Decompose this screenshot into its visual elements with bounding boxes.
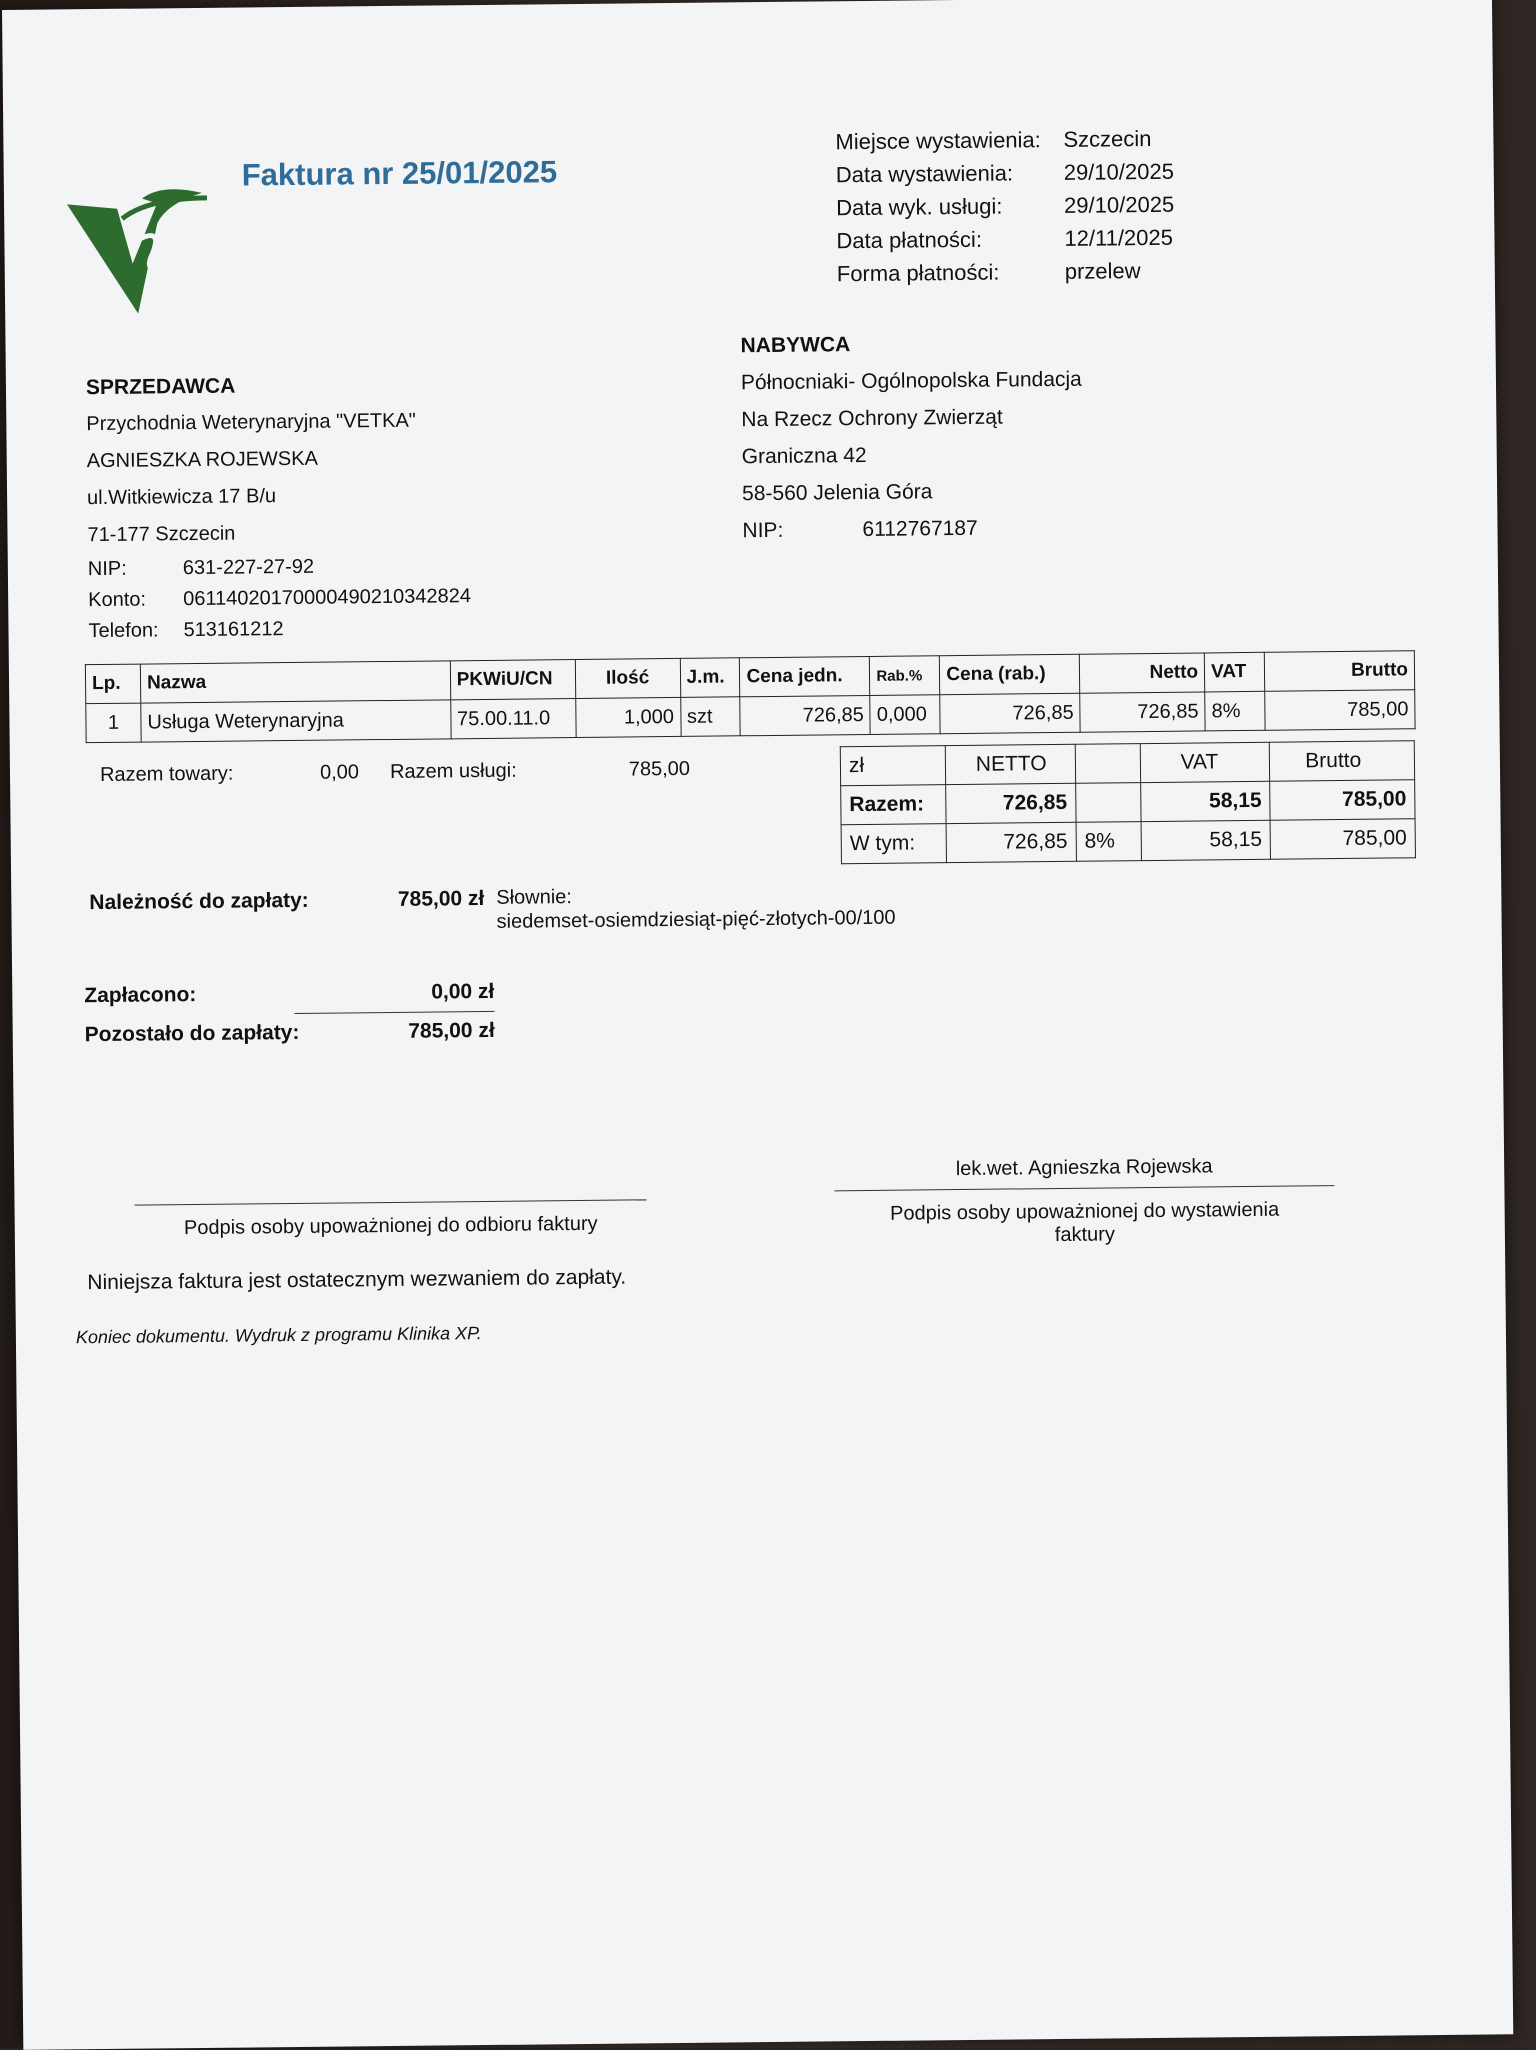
seller-line: ul.Witkiewicza 17 B/u [87,485,277,510]
meta-row-payment-date [836,221,1174,258]
amount-due-value: 785,00 zł [397,886,485,911]
veterinary-clinic-logo-icon [62,183,214,335]
cell-discount: 0,000 [870,695,940,735]
meta-label: Forma płatności: [836,259,1000,287]
cell-lp: 1 [86,703,141,743]
amount-due-label: Należność do zapłaty: [89,888,309,915]
totals-breakdown-rate: 8% [1076,822,1141,862]
col-header: Cena jedn. [740,656,870,696]
meta-label: Data płatności: [836,226,983,254]
col-header: Rab.% [870,656,940,696]
col-header: Cena (rab.) [940,654,1080,694]
buyer-block [740,324,1083,550]
paid-line [84,973,494,1015]
paid-label: Zapłacono: [84,983,197,1008]
totals-header: Brutto [1270,741,1415,782]
totals-header [1075,744,1140,784]
amount-words-label: Słownie: [496,886,573,909]
remaining-value: 785,00 zł [408,1018,495,1043]
invoice-page [2,0,1513,2050]
seller-nip-value: 631-227-27-92 [182,555,315,580]
totals-breakdown-net: 726,85 [946,822,1076,862]
cell-net: 726,85 [1080,692,1205,732]
amount-due-block [89,883,896,938]
seller-block [86,365,472,647]
issuer-name: lek.wet. Agnieszka Rojewska [955,1155,1213,1181]
cell-name: Usługa Weterynaryjna [141,700,451,742]
amount-words: siedemset-osiemdziesiąt-pięć-złotych-00/100 [496,906,896,933]
buyer-nip-label: NIP: [742,518,784,543]
seller-line: Przychodnia Weterynaryjna "VETKA" [86,409,416,436]
seller-nip [88,550,471,585]
totals-breakdown-row [841,819,1415,864]
cell-gross: 785,00 [1265,690,1415,731]
receiver-signature-line [135,1199,647,1205]
buyer-heading: NABYWCA [740,333,851,358]
col-header: Netto [1080,653,1205,693]
cell-pkwiu: 75.00.11.0 [450,699,575,739]
totals-header: VAT [1140,742,1270,782]
cell-discounted-price: 726,85 [940,693,1080,733]
seller-account-value: 06114020170000490210342824 [183,585,471,611]
totals-breakdown-gross: 785,00 [1270,819,1415,860]
col-header: Brutto [1264,651,1414,692]
receiver-signature [135,1199,647,1240]
issuer-signature-caption: Podpis osoby upoważnionej do wystawienia faktury [889,1198,1280,1247]
services-value: 785,00 [628,757,691,781]
seller-phone [88,612,471,647]
invoice-title: Faktura nr 25/01/2025 [241,154,558,193]
meta-value: 29/10/2025 [1063,191,1175,218]
meta-label: Data wyk. usługi: [835,193,1003,221]
col-header: VAT [1204,652,1264,692]
seller-account-label: Konto: [88,588,147,612]
col-header: Ilość [575,658,680,698]
buyer-nip [742,509,1083,550]
meta-row-payment-method [837,254,1175,291]
meta-value: przelew [1064,258,1141,284]
meta-value: 29/10/2025 [1063,158,1174,185]
remaining-label: Pozostało do zapłaty: [84,1020,300,1047]
totals-breakdown-label: W tym: [841,824,946,864]
totals-header: zł [840,746,945,786]
seller-phone-value: 513161212 [183,618,284,642]
meta-row-issue-date [836,155,1174,192]
meta-row-place [835,122,1173,159]
items-table [85,650,1416,743]
meta-value: Szczecin [1063,125,1152,152]
final-notice: Niniejsza faktura jest ostatecznym wezwaniem do zapłaty. [87,1265,627,1295]
goods-services-summary [100,758,690,787]
issuer-signature [834,1154,1335,1249]
col-header: J.m. [680,658,740,698]
totals-sum-rate [1075,783,1140,823]
totals-breakdown-vat: 58,15 [1141,820,1271,860]
goods-label: Razem towary: [99,762,234,787]
seller-nip-label: NIP: [87,557,127,581]
document-end-note: Koniec dokumentu. Wydruk z programu Klinika XP. [75,1323,482,1348]
seller-phone-label: Telefon: [88,619,159,643]
meta-value: 12/11/2025 [1064,224,1174,251]
buyer-line: Graniczna 42 [741,443,867,469]
buyer-nip-value: 6112767187 [862,516,978,542]
meta-label: Data wystawienia: [835,160,1014,188]
goods-value: 0,00 [319,761,360,784]
totals-sum-gross: 785,00 [1270,780,1415,821]
seller-heading: SPRZEDAWCA [85,374,236,400]
seller-line: AGNIESZKA ROJEWSKA [86,447,319,473]
issuer-signature-line [834,1185,1334,1191]
remaining-line [85,1012,495,1054]
invoice-meta [835,122,1175,291]
totals-header-row [840,741,1414,786]
buyer-line: Północniaki- Ogólnopolska Fundacja [740,367,1082,395]
paid-value: 0,00 zł [431,979,495,1004]
seller-line: 71-177 Szczecin [87,522,236,547]
services-label: Razem usługi: [389,759,517,783]
seller-account [88,581,471,616]
cell-unit: szt [680,697,740,737]
totals-sum-row [841,780,1415,825]
buyer-line: 58-560 Jelenia Góra [741,480,933,506]
totals-sum-label: Razem: [841,785,946,825]
col-header: PKWiU/CN [450,660,575,700]
totals-sum-vat: 58,15 [1140,781,1270,821]
payment-status-block [84,973,495,1054]
buyer-line: Na Rzecz Ochrony Zwierząt [741,405,1003,432]
cell-unit-price: 726,85 [740,695,870,735]
meta-label: Miejsce wystawienia: [835,127,1041,155]
receiver-signature-caption: Podpis osoby upoważnionej do odbioru faktury [183,1212,598,1240]
totals-table [840,740,1416,864]
meta-row-service-date [836,188,1174,225]
col-header: Nazwa [140,661,450,703]
cell-qty: 1,000 [575,697,680,737]
col-header: Lp. [85,664,140,704]
totals-header: NETTO [945,744,1075,784]
cell-vat: 8% [1205,691,1265,731]
totals-sum-net: 726,85 [946,783,1076,823]
